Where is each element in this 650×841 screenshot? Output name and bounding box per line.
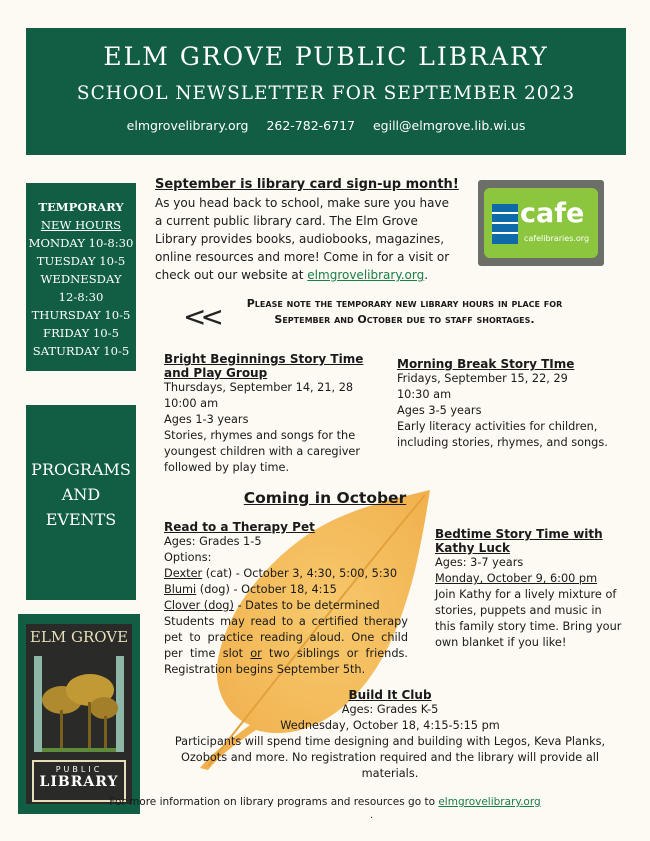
option-dexter: Dexter (cat) - October 3, 4:30, 5:00, 5:30 <box>164 567 398 580</box>
intro-title: September is library card sign-up month! <box>155 177 459 192</box>
newsletter-subtitle: SCHOOL NEWSLETTER FOR SEPTEMBER 2023 <box>76 83 576 104</box>
hours-line: SATURDAY 10-5 <box>32 344 130 358</box>
logo-elm-grove: ELM GROVE <box>29 628 129 646</box>
event-title: Read to a Therapy Pet <box>164 520 315 534</box>
event-desc: Stories, rhymes and songs for the youngest children with a caregiver followed by play time. <box>164 429 361 474</box>
event-ages: Ages 3-5 years <box>397 404 482 417</box>
morning-break-event <box>397 357 617 451</box>
footer-link[interactable]: elmgrovelibrary.org <box>438 796 541 808</box>
newsletter-header <box>26 28 626 155</box>
event-desc: Students may read to a certified therapy pet to practice reading aloud. One child per time slot or two siblings or friends. Registration begins September 5th. <box>164 615 408 676</box>
option-blumi: Blumi (dog) - October 18, 4:15 <box>164 583 337 596</box>
event-ages: Ages: Grades K-5 <box>341 703 439 716</box>
hours-note: Please note the temporary new library hours in place for September and October due to staff shortages. <box>246 297 563 326</box>
hours-line: 12-8:30 <box>58 290 104 304</box>
event-dates: Fridays, September 15, 22, 29 <box>397 372 568 385</box>
event-time: 10:00 am <box>164 397 219 410</box>
event-options-label: Options: <box>164 551 212 564</box>
temporary-hours-box <box>26 183 136 371</box>
event-ages: Ages: Grades 1-5 <box>164 535 262 548</box>
logo-public: PUBLIC <box>55 765 103 774</box>
pet-name: Dexter <box>164 567 203 580</box>
event-desc: Early literacy activities for children, including stories, rhymes, and songs. <box>397 420 608 449</box>
chevron-left-icon: << <box>183 300 218 333</box>
event-time: 10:30 am <box>397 388 452 401</box>
event-ages: Ages 1-3 years <box>164 413 249 426</box>
hours-line: MONDAY 10-8:30 <box>28 236 134 250</box>
footer-text: For more information on library programs and resources go to elmgrovelibrary.org <box>109 796 541 808</box>
intro-end: . <box>424 268 429 282</box>
cafe-url-text: cafelibraries.org <box>524 234 590 243</box>
programs-label-2: AND <box>61 485 101 504</box>
logo-library: LIBRARY <box>39 774 119 790</box>
event-ages: Ages: 3-7 years <box>435 556 524 569</box>
event-date: Wednesday, October 18, 4:15-5:15 pm <box>280 719 500 732</box>
pet-name: Blumi <box>164 583 197 596</box>
phone-text: 262-782-6717 <box>266 118 355 133</box>
therapy-pet-event <box>164 520 408 678</box>
build-it-club-event <box>170 688 610 782</box>
website-link[interactable]: elmgrovelibrary.org <box>307 268 425 282</box>
hours-title: TEMPORARY <box>38 200 124 214</box>
hours-subtitle: NEW HOURS <box>40 218 122 232</box>
option-clover: Clover (dog) - Dates to be determined <box>164 599 380 612</box>
event-title: Bright Beginnings Story Time and Play Group <box>164 352 364 380</box>
hours-line: TUESDAY 10-5 <box>36 254 126 268</box>
email-text[interactable]: egill@elmgrove.lib.wi.us <box>372 118 526 133</box>
programs-label-1: PROGRAMS <box>31 460 131 479</box>
intro-text: As you head back to school, make sure you have a current public library card. The Elm Grove Library provides books, audiobooks, magazines, online resources and more! Come in for a visit or check out our website at <box>155 196 450 282</box>
hours-line: FRIDAY 10-5 <box>43 326 119 340</box>
pet-name: Clover (dog) <box>164 599 234 612</box>
website-text[interactable]: elmgrovelibrary.org <box>126 118 249 133</box>
event-desc: Join Kathy for a lively mixture of stories, puppets and music in this family story time. Bring your own blanket if you like! <box>435 588 622 649</box>
hours-line: WEDNESDAY <box>40 272 122 286</box>
event-title: Bedtime Story Time with Kathy Luck <box>435 527 603 555</box>
library-title: ELM GROVE PUBLIC LIBRARY <box>103 42 549 71</box>
programs-label-3: EVENTS <box>45 510 117 529</box>
contact-line <box>26 118 626 133</box>
event-title: Morning Break Story TIme <box>397 357 575 371</box>
elm-grove-logo <box>18 614 140 814</box>
cafe-library-card-image <box>478 180 604 266</box>
tree-icon <box>32 650 126 756</box>
cafe-logo-text: cafe <box>520 198 585 229</box>
event-date: Monday, October 9, 6:00 pm <box>435 572 598 585</box>
hours-line: THURSDAY 10-5 <box>31 308 131 322</box>
bright-beginnings-event <box>164 352 379 476</box>
event-title: Build It Club <box>348 688 432 702</box>
bedtime-story-event <box>435 527 625 651</box>
footer-dot: . <box>370 810 374 821</box>
event-desc: Participants will spend time designing and building with Legos, Keva Planks, Ozobots and more. No registration required and the library will provide all materials. <box>174 735 606 780</box>
intro-body <box>155 194 460 284</box>
coming-in-october-heading: Coming in October <box>243 489 407 507</box>
event-dates: Thursdays, September 14, 21, 28 <box>164 381 354 394</box>
